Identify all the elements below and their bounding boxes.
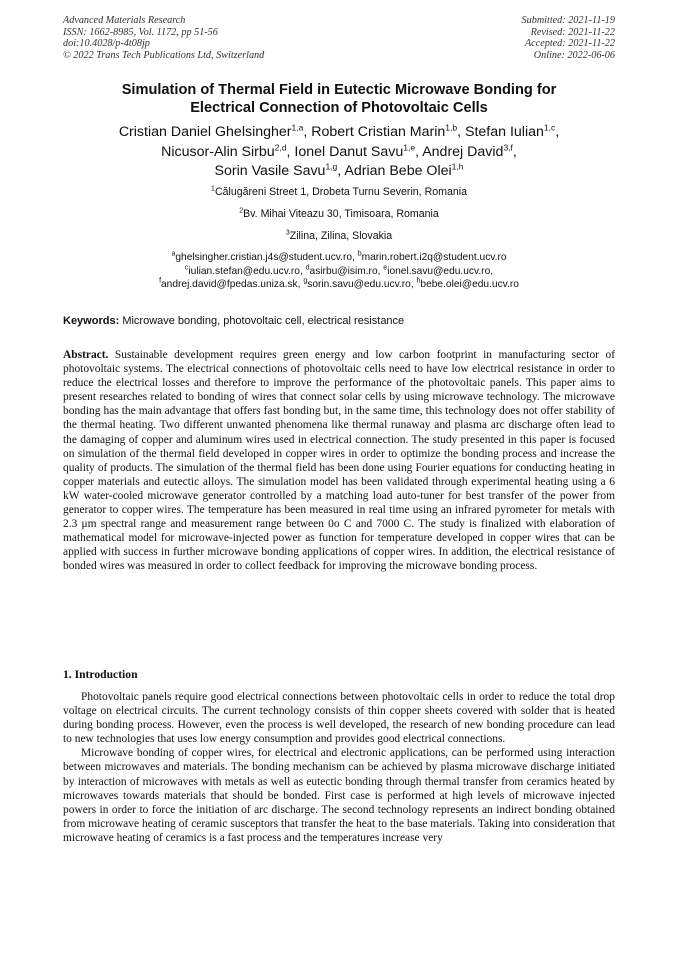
email-sup: f bbox=[159, 277, 162, 285]
revised-date: Revised: 2021-11-22 bbox=[530, 26, 615, 38]
affiliation-sup: 1 bbox=[211, 185, 215, 193]
submitted-date: Submitted: 2021-11-19 bbox=[521, 15, 615, 26]
author-line: Sorin Vasile Savu$^{1,g}$, Adrian Bebe Olei$^{1,h}$ bbox=[214, 161, 464, 179]
abstract-label: Abstract. bbox=[63, 349, 109, 361]
email-sup: g bbox=[303, 277, 308, 285]
affiliation-3 bbox=[40, 230, 638, 243]
journal-issn: ISSN: 1662-8985, Vol. 1172, pp 51-56 bbox=[63, 26, 218, 38]
author-list bbox=[40, 123, 638, 182]
keywords-text: Microwave bonding, photovoltaic cell, electrical resistance bbox=[122, 315, 405, 327]
author-sup: 3,f bbox=[503, 141, 513, 152]
email-sup: d bbox=[305, 264, 310, 272]
paper-title bbox=[40, 81, 638, 117]
email-line: $^a$ghelsingher.cristian.j4s@student.ucv.ro, $^b$marin.robert.i2q@student.ucv.ro bbox=[171, 250, 507, 263]
email-address[interactable]: iulian.stefan@edu.ucv.ro bbox=[188, 265, 300, 277]
affiliation-1 bbox=[40, 186, 638, 199]
author-name: Cristian Daniel Ghelsingher bbox=[118, 124, 292, 140]
email-address[interactable]: ionel.savu@edu.ucv.ro bbox=[387, 265, 491, 277]
author-sup: 1,g bbox=[325, 161, 338, 172]
copyright: © 2022 Trans Tech Publications Ltd, Switzerland bbox=[63, 49, 265, 61]
author-sup: 1,c bbox=[543, 122, 556, 133]
email-sup: c bbox=[184, 264, 189, 272]
email-address[interactable]: ghelsingher.cristian.j4s@student.ucv.ro bbox=[175, 252, 353, 263]
email-address[interactable]: bebe.olei@edu.ucv.ro bbox=[420, 279, 519, 291]
introduction-body bbox=[63, 690, 615, 845]
author-sup: 1,h bbox=[451, 161, 464, 172]
paragraph: Photovoltaic panels require good electrical connections between photovoltaic cells in order to reduce the total drop voltage on electrical circuits. The current technology consists of thin copper sheets covered with solder that is heated during bonding process. However, even the process is well developed, the research of new bonding procedure can lead to new technologies that uses low energy consumption and provides good electrical connections. bbox=[63, 691, 615, 746]
abstract bbox=[63, 348, 615, 574]
email-line: $^c$iulian.stefan@edu.ucv.ro, $^d$asirbu@isim.ro, $^e$ionel.savu@edu.ucv.ro, bbox=[184, 264, 494, 277]
author-name: Robert Cristian Marin bbox=[311, 124, 446, 140]
author-name: Adrian Bebe Olei bbox=[344, 163, 452, 179]
publication-dates bbox=[522, 15, 615, 61]
email-sup: a bbox=[171, 250, 176, 258]
author-sup: 2,d bbox=[274, 141, 287, 152]
affiliation-sup: 2 bbox=[239, 207, 244, 215]
author-name: Andrej David bbox=[422, 143, 504, 160]
title-line: Electrical Connection of Photovoltaic Cells bbox=[190, 100, 488, 116]
keywords bbox=[63, 315, 615, 328]
journal-name: Advanced Materials Research bbox=[63, 15, 186, 26]
abstract-text: Sustainable development requires green energy and low carbon footprint in manufacturing sector of photovoltaic systems. The electrical connections of photovoltaic cells need to have low electrical resistance in order to reduce the electrical losses and therefore to improve the performance of the photovoltaic panels. This paper aims to present researches related to bonding of wires that connect solar cells by using microwave technology. The microwave bonding has the main advantage that offers fast bonding but, in the same time, this technology does not offer stability of the thermal heating. Two different unwanted phenomena like thermal runaway and plasma arc discharge often lead to the damaging of copper and aluminum wires used in electrical connection. The study presented in this paper is focused on simulation of the thermal field developed in copper wires in order to optimize the bonding process and increase the quality of products. The simulation of the thermal field has been done using Fourier equations for conducting heating in copper materials and eutectic alloys. The simulation model has been validated through experimental heating using a 6 kW water-cooled microwave generator controlled by a matching load auto-tuner for best transfer of the power from generator to copper wires. The temperature has been measured in real time using an infrared pyrometer for metals with 2.3 μm spectral range and measurement range between 0o C and 7000 C. The study is finalized with elaboration of mathematical model for microwave-injected power as function for temperature developed in copper wires that can be applied with success in further microwave bonding applications of copper wires. In addition, the electrical resistance of bonded wires was measured in order to collect feedback for improving the microwave bonding process. bbox=[63, 349, 615, 573]
author-name: Stefan Iulian bbox=[465, 124, 544, 140]
journal-info bbox=[63, 15, 264, 61]
keywords-label: Keywords: bbox=[63, 315, 120, 327]
affiliation-2 bbox=[40, 208, 638, 221]
paragraph: Microwave bonding of copper wires, for electrical and electronic applications, can be performed using interaction between microwaves and materials. The bonding mechanism can be achieved by plasma microwave discharge initiated by interaction of microwaves with metals as well as eutectic bonding through thermal transfer from ceramics heated by microwaves towards materials that should be bonded. First case is performed at high levels of microwave injected powers in order to force the initiation of arc discharge. The second technology represents an indirect bonding obtained from microwave heating of ceramic susceptors that transfer the heat to the base materials. Taking into consideration that microwave heating of ceramics is a fast process and the temperatures increase very bbox=[63, 747, 615, 844]
author-line: Nicusor-Alin Sirbu$^{2,d}$, Ionel Danut Savu$^{1,e}$, Andrej David$^{3,f}$, bbox=[161, 141, 517, 160]
email-address[interactable]: sorin.savu@edu.ucv.ro bbox=[307, 279, 411, 291]
title-line: Simulation of Thermal Field in Eutectic Microwave Bonding for bbox=[121, 82, 557, 98]
author-sup: 1,b bbox=[445, 122, 458, 133]
email-sup: b bbox=[357, 250, 362, 258]
section-heading-introduction: 1. Introduction bbox=[63, 668, 138, 681]
email-sup: e bbox=[383, 264, 388, 272]
accepted-date: Accepted: 2021-11-22 bbox=[524, 38, 615, 50]
author-name: Ionel Danut Savu bbox=[294, 143, 404, 160]
doi: doi:10.4028/p-4t08jp bbox=[63, 38, 150, 50]
online-date: Online: 2022-06-06 bbox=[533, 49, 615, 61]
affiliation-text: Bv. Mihai Viteazu 30, Timisoara, Romania bbox=[243, 208, 439, 220]
affiliation-text: Călugăreni Street 1, Drobeta Turnu Severin, Romania bbox=[214, 186, 467, 198]
author-name: Sorin Vasile Savu bbox=[214, 163, 326, 179]
email-list bbox=[40, 251, 638, 292]
author-sup: 1,a bbox=[291, 122, 304, 133]
email-address[interactable]: marin.robert.i2q@student.ucv.ro bbox=[361, 252, 507, 263]
email-address[interactable]: andrej.david@fpedas.uniza.sk bbox=[161, 279, 298, 291]
author-line: Cristian Daniel Ghelsingher$^{1,a}$, Robert Cristian Marin$^{1,b}$, Stefan Iulian$^{1,c}$, bbox=[118, 122, 560, 140]
author-sup: 1,e bbox=[403, 141, 416, 152]
author-name: Nicusor-Alin Sirbu bbox=[161, 143, 275, 160]
affiliation-sup: 3 bbox=[285, 229, 290, 237]
email-sup: h bbox=[416, 277, 421, 285]
email-line: $^f$andrej.david@fpedas.uniza.sk, $^g$sorin.savu@edu.ucv.ro, $^h$bebe.olei@edu.ucv.ro bbox=[159, 277, 519, 291]
email-address[interactable]: asirbu@isim.ro bbox=[309, 265, 378, 277]
affiliation-text: Zilina, Zilina, Slovakia bbox=[289, 230, 393, 242]
